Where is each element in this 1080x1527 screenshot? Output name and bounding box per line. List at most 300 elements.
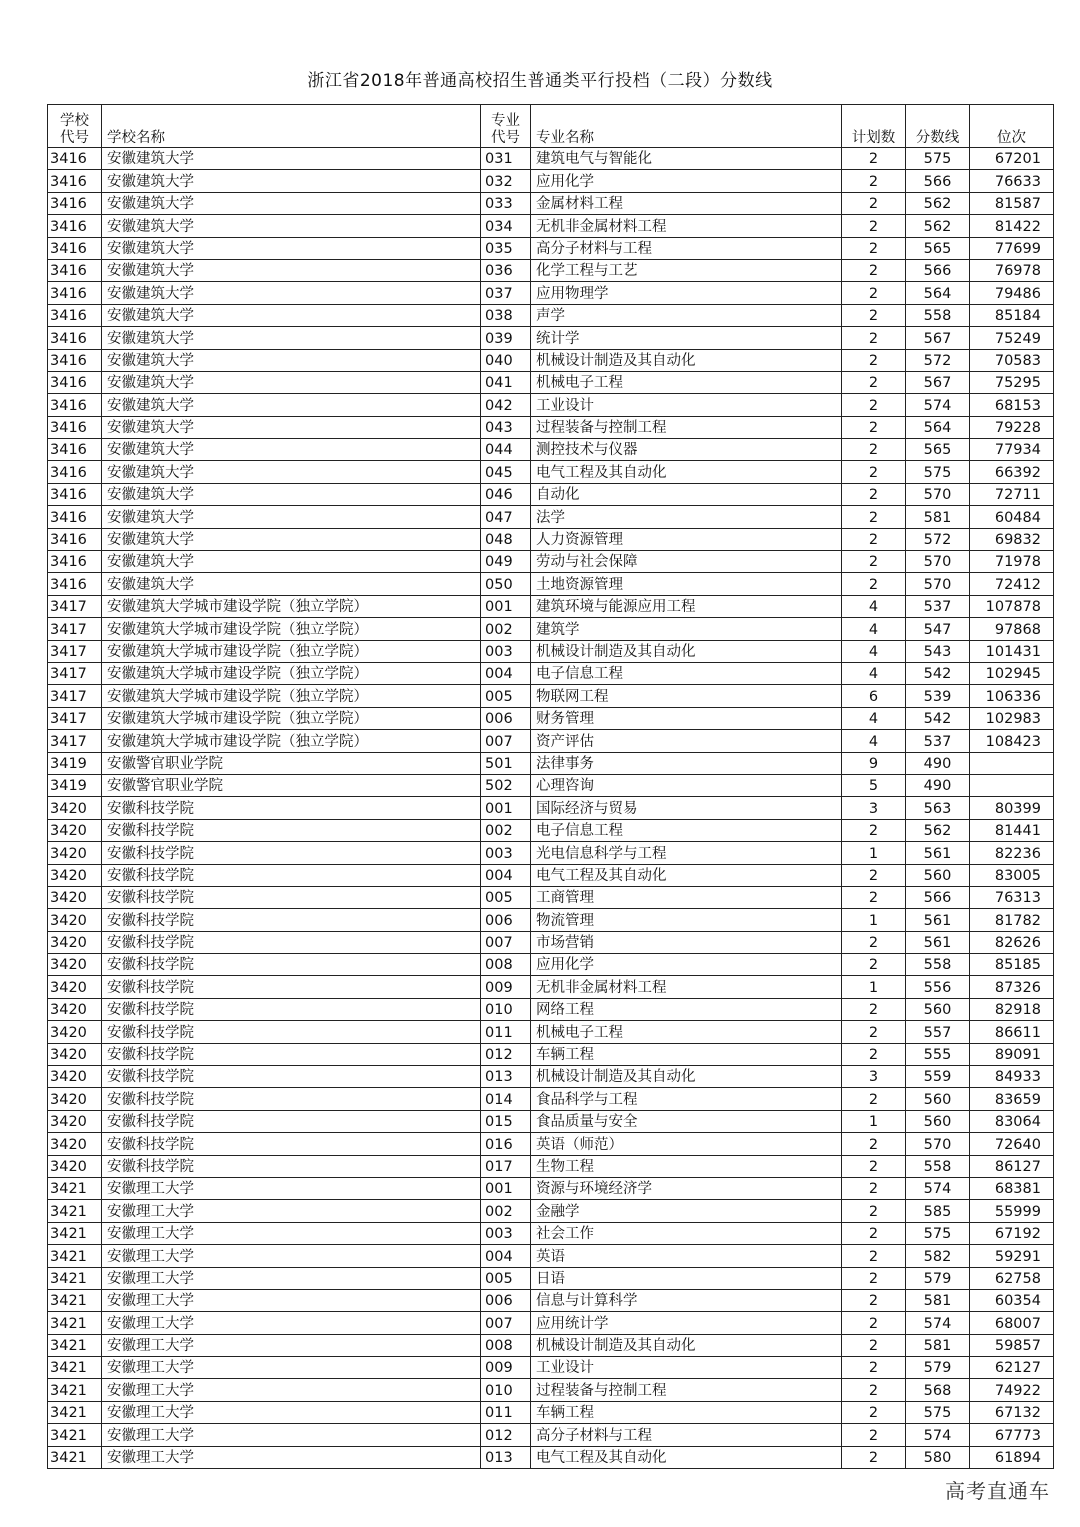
score-cell: 579 (906, 1357, 970, 1379)
rank-cell: 89091 (970, 1043, 1054, 1065)
school-code-cell: 3420 (48, 797, 102, 819)
major-code-cell: 003 (481, 842, 531, 864)
score-cell: 581 (906, 1334, 970, 1356)
major-code-cell: 044 (481, 439, 531, 461)
major-code-cell: 048 (481, 528, 531, 550)
rank-cell: 67192 (970, 1222, 1054, 1244)
school-code-cell: 3420 (48, 1088, 102, 1110)
rank-cell: 76978 (970, 259, 1054, 281)
plan-cell: 2 (842, 1334, 906, 1356)
rank-cell: 87326 (970, 976, 1054, 998)
rank-cell (970, 752, 1054, 774)
major-name-cell: 无机非金属材料工程 (531, 215, 842, 237)
rank-cell: 72640 (970, 1133, 1054, 1155)
school-name-cell: 安徽科技学院 (102, 976, 481, 998)
major-code-cell: 045 (481, 461, 531, 483)
table-row (48, 1289, 1054, 1311)
major-code-cell: 042 (481, 394, 531, 416)
score-cell: 539 (906, 685, 970, 707)
plan-cell: 9 (842, 752, 906, 774)
score-cell: 574 (906, 1424, 970, 1446)
plan-cell: 2 (842, 1133, 906, 1155)
table-row (48, 1088, 1054, 1110)
major-name-cell: 工业设计 (531, 1357, 842, 1379)
school-code-cell: 3416 (48, 304, 102, 326)
table-row (48, 1357, 1054, 1379)
score-cell: 542 (906, 707, 970, 729)
score-cell: 537 (906, 595, 970, 617)
table-row (48, 483, 1054, 505)
score-cell: 572 (906, 349, 970, 371)
plan-cell: 2 (842, 1222, 906, 1244)
plan-cell: 2 (842, 954, 906, 976)
rank-cell: 80399 (970, 797, 1054, 819)
school-code-cell: 3420 (48, 1110, 102, 1132)
rank-cell: 79486 (970, 282, 1054, 304)
plan-cell: 2 (842, 1357, 906, 1379)
rank-cell: 108423 (970, 730, 1054, 752)
table-row (48, 864, 1054, 886)
major-code-cell: 003 (481, 640, 531, 662)
major-name-cell: 电子信息工程 (531, 819, 842, 841)
school-code-cell: 3420 (48, 1043, 102, 1065)
header-school-code-line1: 学校 (60, 113, 89, 129)
major-code-cell: 006 (481, 707, 531, 729)
major-name-cell: 物流管理 (531, 909, 842, 931)
school-name-cell: 安徽建筑大学 (102, 282, 481, 304)
school-code-cell: 3420 (48, 931, 102, 953)
school-name-cell: 安徽建筑大学 (102, 528, 481, 550)
rank-cell: 71978 (970, 551, 1054, 573)
plan-cell: 2 (842, 1267, 906, 1289)
school-name-cell: 安徽建筑大学 (102, 259, 481, 281)
score-cell: 574 (906, 394, 970, 416)
header-school-name: 学校名称 (102, 105, 481, 148)
major-code-cell: 010 (481, 1379, 531, 1401)
rank-cell: 85185 (970, 954, 1054, 976)
school-code-cell: 3420 (48, 1066, 102, 1088)
rank-cell: 107878 (970, 595, 1054, 617)
plan-cell: 2 (842, 1200, 906, 1222)
school-code-cell: 3416 (48, 327, 102, 349)
major-code-cell: 001 (481, 797, 531, 819)
major-code-cell: 008 (481, 1334, 531, 1356)
table-row (48, 259, 1054, 281)
plan-cell: 1 (842, 1110, 906, 1132)
major-name-cell: 网络工程 (531, 998, 842, 1020)
plan-cell: 4 (842, 707, 906, 729)
table-row (48, 461, 1054, 483)
plan-cell: 2 (842, 551, 906, 573)
plan-cell: 2 (842, 1155, 906, 1177)
major-name-cell: 电子信息工程 (531, 662, 842, 684)
school-code-cell: 3417 (48, 595, 102, 617)
major-code-cell: 009 (481, 1357, 531, 1379)
table-row (48, 349, 1054, 371)
major-name-cell: 工业设计 (531, 394, 842, 416)
score-cell: 581 (906, 506, 970, 528)
table-row (48, 1424, 1054, 1446)
major-code-cell: 038 (481, 304, 531, 326)
rank-cell: 76633 (970, 170, 1054, 192)
score-cell: 565 (906, 237, 970, 259)
plan-cell: 3 (842, 797, 906, 819)
plan-cell: 2 (842, 573, 906, 595)
major-code-cell: 005 (481, 886, 531, 908)
header-major-code-line2: 代号 (491, 130, 520, 146)
rank-cell: 82918 (970, 998, 1054, 1020)
rank-cell: 60484 (970, 506, 1054, 528)
rank-cell: 59291 (970, 1245, 1054, 1267)
major-name-cell: 英语（师范） (531, 1133, 842, 1155)
plan-cell: 2 (842, 1379, 906, 1401)
school-code-cell: 3416 (48, 394, 102, 416)
school-name-cell: 安徽建筑大学 (102, 170, 481, 192)
school-name-cell: 安徽科技学院 (102, 954, 481, 976)
score-cell: 570 (906, 573, 970, 595)
major-name-cell: 食品科学与工程 (531, 1088, 842, 1110)
school-code-cell: 3421 (48, 1267, 102, 1289)
score-cell: 561 (906, 909, 970, 931)
table-row (48, 327, 1054, 349)
major-name-cell: 资产评估 (531, 730, 842, 752)
table-row (48, 1133, 1054, 1155)
school-code-cell: 3420 (48, 998, 102, 1020)
rank-cell: 86127 (970, 1155, 1054, 1177)
major-code-cell: 002 (481, 819, 531, 841)
major-code-cell: 033 (481, 192, 531, 214)
major-name-cell: 食品质量与安全 (531, 1110, 842, 1132)
school-code-cell: 3416 (48, 259, 102, 281)
school-code-cell: 3420 (48, 954, 102, 976)
score-cell: 556 (906, 976, 970, 998)
major-code-cell: 011 (481, 1401, 531, 1423)
school-code-cell: 3420 (48, 864, 102, 886)
school-code-cell: 3416 (48, 461, 102, 483)
plan-cell: 1 (842, 909, 906, 931)
school-name-cell: 安徽建筑大学 (102, 371, 481, 393)
score-cell: 560 (906, 1110, 970, 1132)
major-name-cell: 机械电子工程 (531, 1021, 842, 1043)
school-name-cell: 安徽建筑大学 (102, 349, 481, 371)
major-name-cell: 光电信息科学与工程 (531, 842, 842, 864)
school-name-cell: 安徽理工大学 (102, 1177, 481, 1199)
school-name-cell: 安徽建筑大学城市建设学院（独立学院） (102, 595, 481, 617)
score-cell: 562 (906, 192, 970, 214)
major-code-cell: 049 (481, 551, 531, 573)
major-name-cell: 心理咨询 (531, 774, 842, 796)
school-code-cell: 3417 (48, 685, 102, 707)
rank-cell: 75295 (970, 371, 1054, 393)
plan-cell: 4 (842, 595, 906, 617)
major-name-cell: 化学工程与工艺 (531, 259, 842, 281)
header-plan: 计划数 (842, 105, 906, 148)
major-code-cell: 502 (481, 774, 531, 796)
plan-cell: 2 (842, 461, 906, 483)
school-code-cell: 3421 (48, 1379, 102, 1401)
plan-cell: 2 (842, 349, 906, 371)
major-code-cell: 011 (481, 1021, 531, 1043)
plan-cell: 2 (842, 998, 906, 1020)
table-row (48, 1379, 1054, 1401)
plan-cell: 1 (842, 842, 906, 864)
major-name-cell: 过程装备与控制工程 (531, 416, 842, 438)
major-name-cell: 劳动与社会保障 (531, 551, 842, 573)
plan-cell: 2 (842, 483, 906, 505)
plan-cell: 4 (842, 640, 906, 662)
major-name-cell: 车辆工程 (531, 1401, 842, 1423)
major-code-cell: 040 (481, 349, 531, 371)
major-name-cell: 机械设计制造及其自动化 (531, 1066, 842, 1088)
plan-cell: 4 (842, 730, 906, 752)
school-code-cell: 3416 (48, 192, 102, 214)
major-code-cell: 008 (481, 954, 531, 976)
table-row (48, 819, 1054, 841)
major-code-cell: 001 (481, 595, 531, 617)
header-major-code-line1: 专业 (491, 113, 520, 129)
school-code-cell: 3421 (48, 1245, 102, 1267)
school-code-cell: 3420 (48, 909, 102, 931)
school-name-cell: 安徽建筑大学 (102, 327, 481, 349)
major-code-cell: 050 (481, 573, 531, 595)
plan-cell: 2 (842, 192, 906, 214)
major-name-cell: 统计学 (531, 327, 842, 349)
school-code-cell: 3416 (48, 439, 102, 461)
rank-cell: 67201 (970, 148, 1054, 170)
table-row (48, 1222, 1054, 1244)
rank-cell: 81782 (970, 909, 1054, 931)
major-name-cell: 英语 (531, 1245, 842, 1267)
school-code-cell: 3416 (48, 215, 102, 237)
table-row (48, 528, 1054, 550)
score-cell: 570 (906, 551, 970, 573)
score-cell: 566 (906, 886, 970, 908)
school-code-cell: 3421 (48, 1289, 102, 1311)
rank-cell: 69832 (970, 528, 1054, 550)
major-code-cell: 012 (481, 1424, 531, 1446)
major-name-cell: 电气工程及其自动化 (531, 864, 842, 886)
major-code-cell: 005 (481, 1267, 531, 1289)
major-name-cell: 市场营销 (531, 931, 842, 953)
school-name-cell: 安徽科技学院 (102, 1021, 481, 1043)
score-cell: 560 (906, 864, 970, 886)
plan-cell: 2 (842, 931, 906, 953)
score-cell: 490 (906, 774, 970, 796)
score-cell: 560 (906, 1088, 970, 1110)
table-row (48, 192, 1054, 214)
major-code-cell: 014 (481, 1088, 531, 1110)
major-name-cell: 机械设计制造及其自动化 (531, 1334, 842, 1356)
plan-cell: 2 (842, 237, 906, 259)
major-name-cell: 物联网工程 (531, 685, 842, 707)
table-row (48, 886, 1054, 908)
school-name-cell: 安徽理工大学 (102, 1245, 481, 1267)
major-name-cell: 金属材料工程 (531, 192, 842, 214)
rank-cell: 70583 (970, 349, 1054, 371)
school-name-cell: 安徽理工大学 (102, 1424, 481, 1446)
score-cell: 574 (906, 1177, 970, 1199)
plan-cell: 6 (842, 685, 906, 707)
rank-cell: 68153 (970, 394, 1054, 416)
rank-cell: 106336 (970, 685, 1054, 707)
major-code-cell: 032 (481, 170, 531, 192)
plan-cell: 2 (842, 215, 906, 237)
major-name-cell: 应用化学 (531, 954, 842, 976)
plan-cell: 2 (842, 1401, 906, 1423)
header-school-code-line2: 代号 (60, 130, 89, 146)
header-major-name: 专业名称 (531, 105, 842, 148)
table-row (48, 1446, 1054, 1468)
plan-cell: 1 (842, 976, 906, 998)
plan-cell: 2 (842, 394, 906, 416)
table-row (48, 573, 1054, 595)
page-title: 浙江省2018年普通高校招生普通类平行投档（二段）分数线 (307, 71, 773, 91)
school-name-cell: 安徽警官职业学院 (102, 752, 481, 774)
score-cell: 564 (906, 282, 970, 304)
school-name-cell: 安徽建筑大学 (102, 215, 481, 237)
school-name-cell: 安徽科技学院 (102, 864, 481, 886)
school-code-cell: 3419 (48, 752, 102, 774)
table-row (48, 439, 1054, 461)
rank-cell: 75249 (970, 327, 1054, 349)
major-code-cell: 041 (481, 371, 531, 393)
major-name-cell: 无机非金属材料工程 (531, 976, 842, 998)
major-name-cell: 应用统计学 (531, 1312, 842, 1334)
table-row (48, 1401, 1054, 1423)
table-row (48, 730, 1054, 752)
plan-cell: 2 (842, 1245, 906, 1267)
score-cell: 585 (906, 1200, 970, 1222)
score-cell: 490 (906, 752, 970, 774)
rank-cell: 59857 (970, 1334, 1054, 1356)
rank-cell: 55999 (970, 1200, 1054, 1222)
school-name-cell: 安徽建筑大学 (102, 304, 481, 326)
major-code-cell: 047 (481, 506, 531, 528)
table-row (48, 304, 1054, 326)
school-name-cell: 安徽科技学院 (102, 931, 481, 953)
major-name-cell: 过程装备与控制工程 (531, 1379, 842, 1401)
plan-cell: 2 (842, 819, 906, 841)
rank-cell: 68381 (970, 1177, 1054, 1199)
major-name-cell: 人力资源管理 (531, 528, 842, 550)
major-name-cell: 社会工作 (531, 1222, 842, 1244)
plan-cell: 2 (842, 1043, 906, 1065)
major-name-cell: 建筑学 (531, 618, 842, 640)
plan-cell: 2 (842, 327, 906, 349)
score-cell: 557 (906, 1021, 970, 1043)
major-name-cell: 高分子材料与工程 (531, 1424, 842, 1446)
school-name-cell: 安徽建筑大学 (102, 461, 481, 483)
table-row (48, 170, 1054, 192)
school-name-cell: 安徽建筑大学城市建设学院（独立学院） (102, 618, 481, 640)
major-name-cell: 建筑环境与能源应用工程 (531, 595, 842, 617)
table-row (48, 551, 1054, 573)
school-name-cell: 安徽建筑大学 (102, 506, 481, 528)
score-cell: 555 (906, 1043, 970, 1065)
table-row (48, 237, 1054, 259)
school-code-cell: 3416 (48, 573, 102, 595)
score-cell: 562 (906, 215, 970, 237)
major-code-cell: 006 (481, 1289, 531, 1311)
score-cell: 560 (906, 998, 970, 1020)
school-code-cell: 3416 (48, 506, 102, 528)
major-code-cell: 001 (481, 1177, 531, 1199)
school-name-cell: 安徽科技学院 (102, 1110, 481, 1132)
table-row (48, 1043, 1054, 1065)
score-cell: 566 (906, 170, 970, 192)
plan-cell: 2 (842, 148, 906, 170)
major-code-cell: 031 (481, 148, 531, 170)
major-name-cell: 应用化学 (531, 170, 842, 192)
plan-cell: 2 (842, 416, 906, 438)
score-cell: 574 (906, 1312, 970, 1334)
table-row (48, 1066, 1054, 1088)
rank-cell: 62758 (970, 1267, 1054, 1289)
rank-cell: 66392 (970, 461, 1054, 483)
table-row (48, 416, 1054, 438)
score-cell: 558 (906, 954, 970, 976)
major-code-cell: 039 (481, 327, 531, 349)
plan-cell: 2 (842, 1088, 906, 1110)
school-code-cell: 3420 (48, 886, 102, 908)
table-row (48, 371, 1054, 393)
school-code-cell: 3416 (48, 170, 102, 192)
plan-cell: 2 (842, 1021, 906, 1043)
table-row (48, 931, 1054, 953)
table-row (48, 394, 1054, 416)
watermark: 高考直通车 (945, 1479, 1050, 1503)
plan-cell: 2 (842, 1312, 906, 1334)
major-code-cell: 002 (481, 1200, 531, 1222)
school-code-cell: 3421 (48, 1177, 102, 1199)
school-code-cell: 3421 (48, 1401, 102, 1423)
school-name-cell: 安徽建筑大学城市建设学院（独立学院） (102, 707, 481, 729)
score-cell: 565 (906, 439, 970, 461)
plan-cell: 2 (842, 259, 906, 281)
school-code-cell: 3420 (48, 842, 102, 864)
score-table (47, 104, 1054, 1469)
major-name-cell: 自动化 (531, 483, 842, 505)
major-code-cell: 035 (481, 237, 531, 259)
rank-cell: 82236 (970, 842, 1054, 864)
major-name-cell: 生物工程 (531, 1155, 842, 1177)
school-code-cell: 3416 (48, 237, 102, 259)
score-cell: 579 (906, 1267, 970, 1289)
school-name-cell: 安徽科技学院 (102, 797, 481, 819)
table-row (48, 976, 1054, 998)
school-name-cell: 安徽建筑大学 (102, 573, 481, 595)
plan-cell: 5 (842, 774, 906, 796)
score-cell: 570 (906, 1133, 970, 1155)
table-row (48, 618, 1054, 640)
header-row (48, 105, 1054, 148)
table-row (48, 1177, 1054, 1199)
table-row (48, 1267, 1054, 1289)
table-row (48, 595, 1054, 617)
score-cell: 537 (906, 730, 970, 752)
major-code-cell: 501 (481, 752, 531, 774)
major-name-cell: 机械电子工程 (531, 371, 842, 393)
score-cell: 567 (906, 371, 970, 393)
school-code-cell: 3420 (48, 1021, 102, 1043)
table-row (48, 506, 1054, 528)
plan-cell: 4 (842, 618, 906, 640)
major-name-cell: 测控技术与仪器 (531, 439, 842, 461)
table-row (48, 1021, 1054, 1043)
plan-cell: 2 (842, 282, 906, 304)
major-code-cell: 036 (481, 259, 531, 281)
major-code-cell: 010 (481, 998, 531, 1020)
